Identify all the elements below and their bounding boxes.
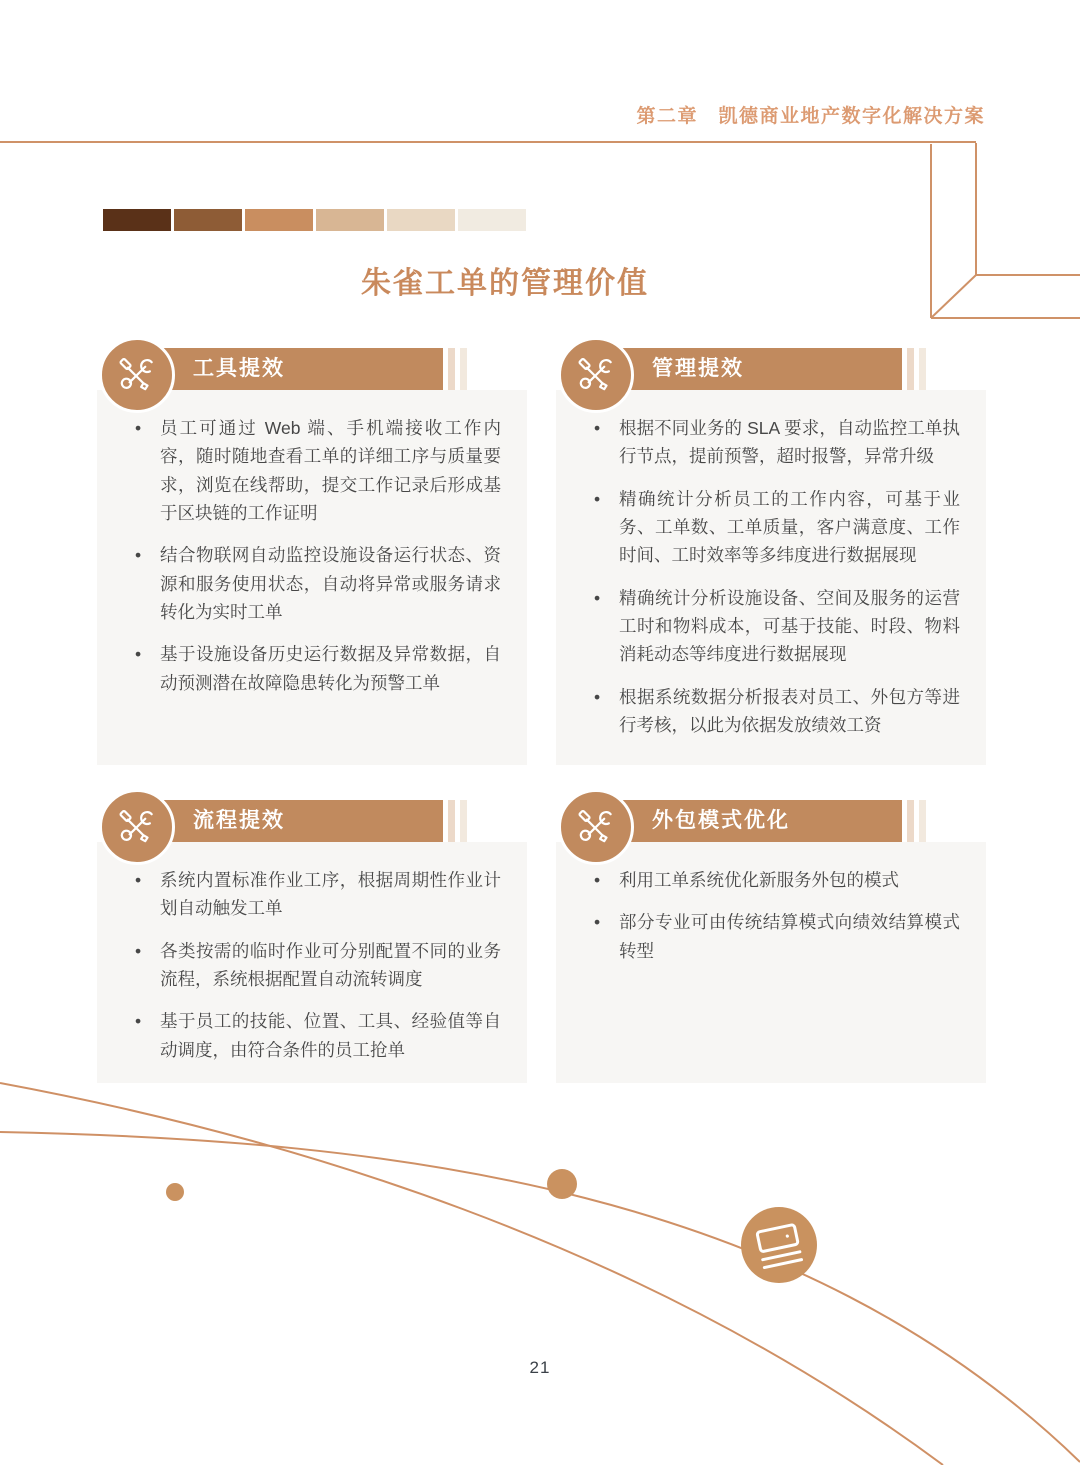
- bullet-list: [586, 414, 960, 739]
- card-header: [556, 789, 986, 842]
- banner-accent-bar: [460, 348, 467, 390]
- chapter-header: 第二章 凯德商业地产数字化解决方案: [636, 106, 985, 127]
- bullet-item: • 精确统计分析设施设备、空间及服务的运营工时和物料成本，可基于技能、时段、物料消耗动态等纬度进行数据展现: [586, 584, 960, 669]
- card-management-efficiency: [556, 337, 986, 765]
- card-process-efficiency: [97, 789, 527, 1083]
- card-header: [556, 337, 986, 390]
- card-lines-icon: [741, 1207, 817, 1283]
- banner-accent-bar: [907, 800, 914, 842]
- bullet-item: • 根据系统数据分析报表对员工、外包方等进行考核，以此为依据发放绩效工资: [586, 683, 960, 740]
- palette-bar: [103, 209, 526, 231]
- palette-swatch: [387, 209, 455, 231]
- card-body: [97, 390, 527, 765]
- bullet-item: • 系统内置标准作业工序，根据周期性作业计划自动触发工单: [127, 866, 501, 923]
- bullet-item: • 员工可通过 Web 端、手机端接收工作内容，随时随地查看工单的详细工序与质量要求，浏览在线帮助，提交工作记录后形成基于区块链的工作证明: [127, 414, 501, 527]
- card-body: [556, 842, 986, 1083]
- bullet-list: [586, 866, 960, 965]
- page-number: 21: [529, 1358, 551, 1377]
- bullet-list: [127, 866, 501, 1064]
- card-header: [97, 789, 527, 842]
- bullet-item: • 基于员工的技能、位置、工具、经验值等自动调度，由符合条件的员工抢单: [127, 1007, 501, 1064]
- bullet-item: • 部分专业可由传统结算模式向绩效结算模式转型: [586, 908, 960, 965]
- palette-swatch: [316, 209, 384, 231]
- curve-line: [0, 1083, 943, 1465]
- page-title: 朱雀工单的管理价值: [361, 267, 649, 300]
- banner-accent-bar: [907, 348, 914, 390]
- card-header: [97, 337, 527, 390]
- tools-icon: [558, 789, 634, 865]
- banner-accent-bar: [448, 800, 455, 842]
- bullet-item: • 精确统计分析员工的工作内容，可基于业务、工单数、工单质量，客户满意度、工作时间、工时效率等多纬度进行数据展现: [586, 485, 960, 570]
- header-rule: [0, 141, 976, 143]
- palette-swatch: [174, 209, 242, 231]
- small-dot: [166, 1183, 184, 1201]
- bullet-item: • 基于设施设备历史运行数据及异常数据，自动预测潜在故障隐患转化为预警工单: [127, 640, 501, 697]
- palette-swatch: [458, 209, 526, 231]
- banner-accent-bar: [919, 348, 926, 390]
- card-tool-efficiency: [97, 337, 527, 765]
- card-title-banner: 管理提效: [594, 348, 902, 390]
- curve-line: [0, 1132, 1080, 1462]
- card-title-banner: 外包模式优化: [594, 800, 902, 842]
- bullet-item: • 各类按需的临时作业可分别配置不同的业务流程，系统根据配置自动流转调度: [127, 937, 501, 994]
- card-body: [556, 390, 986, 765]
- tools-icon: [99, 789, 175, 865]
- bullet-list: [127, 414, 501, 697]
- card-title-banner: 流程提效: [135, 800, 443, 842]
- bullet-item: • 利用工单系统优化新服务外包的模式: [586, 866, 960, 894]
- tools-icon: [99, 337, 175, 413]
- card-body: [97, 842, 527, 1083]
- bullet-item: • 根据不同业务的 SLA 要求，自动监控工单执行节点，提前预警，超时报警，异常升级: [586, 414, 960, 471]
- card-outsourcing-optimization: [556, 789, 986, 1083]
- medium-dot: [547, 1169, 577, 1199]
- bullet-item: • 结合物联网自动监控设施设备运行状态、资源和服务使用状态，自动将异常或服务请求转化为实时工单: [127, 541, 501, 626]
- banner-accent-bar: [448, 348, 455, 390]
- palette-swatch: [103, 209, 171, 231]
- card-title-banner: 工具提效: [135, 348, 443, 390]
- banner-accent-bar: [460, 800, 467, 842]
- tools-icon: [558, 337, 634, 413]
- palette-swatch: [245, 209, 313, 231]
- banner-accent-bar: [919, 800, 926, 842]
